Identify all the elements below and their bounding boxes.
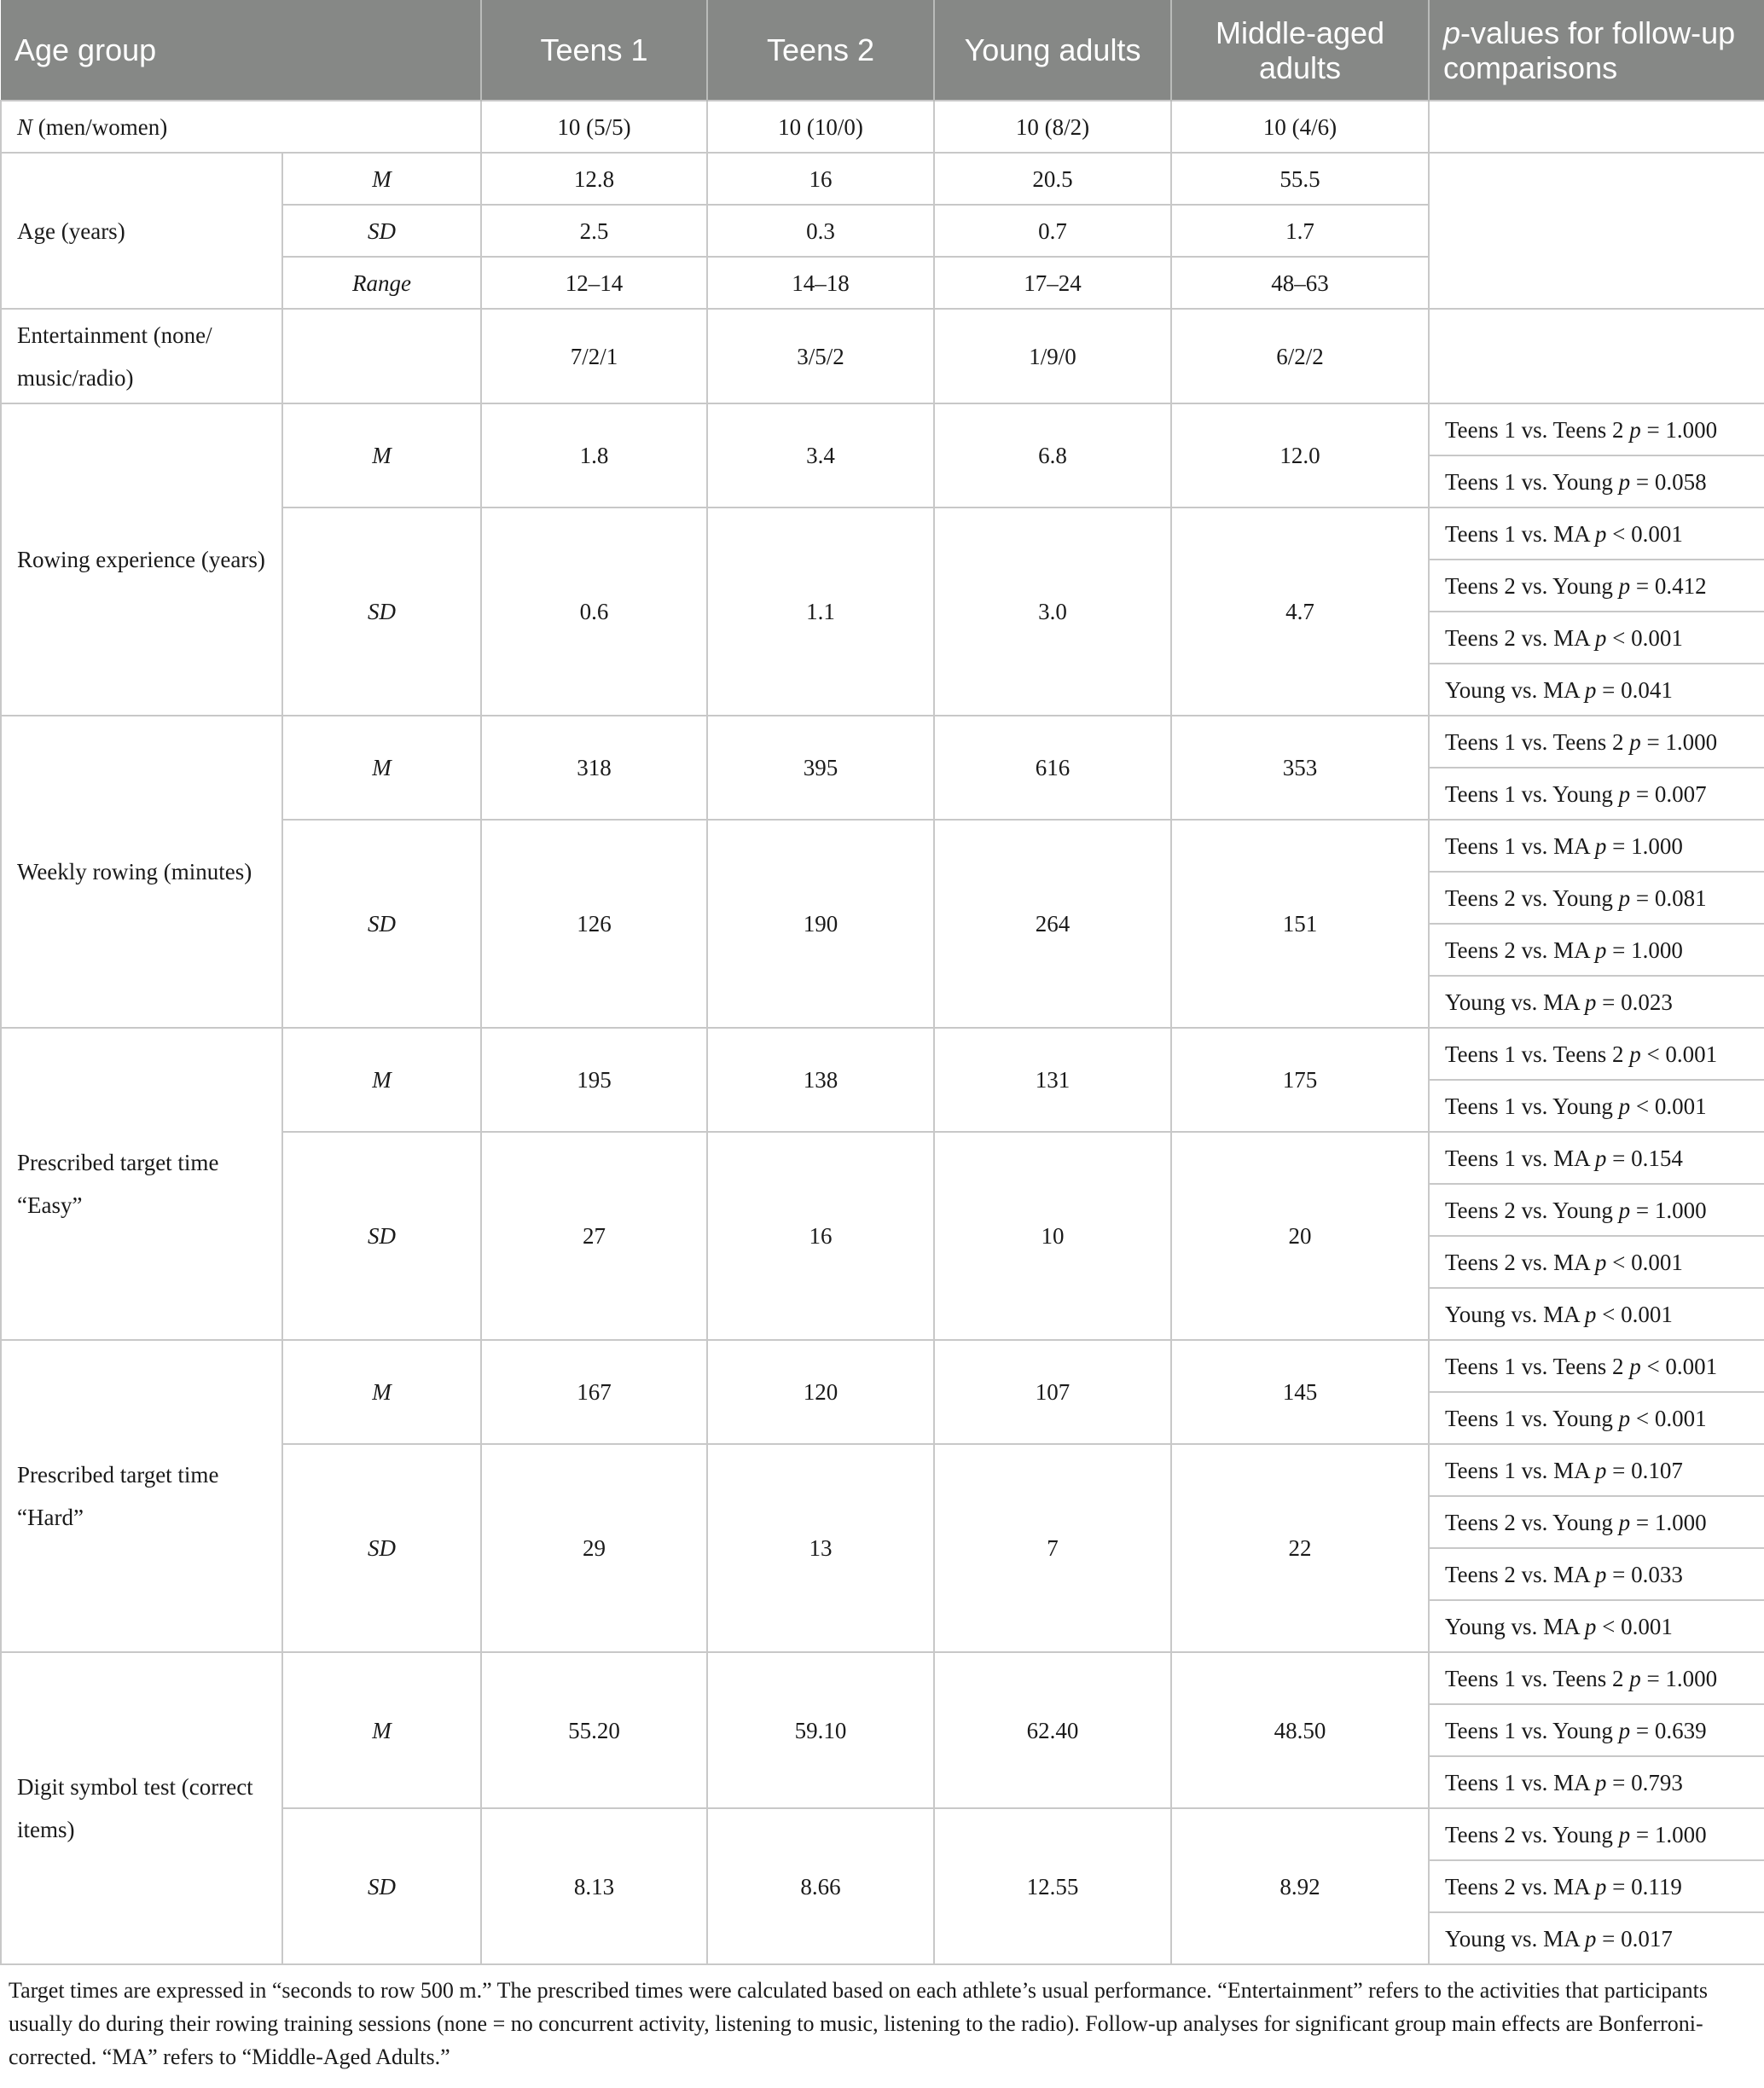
comparison-p: p [1618, 1821, 1631, 1847]
table-cell: 8.92 [1171, 1808, 1429, 1964]
comparison-text: Teens 1 vs. Young [1445, 468, 1619, 495]
comparison-text: Teens 2 vs. Young [1445, 572, 1619, 599]
comparison-cell [1429, 1652, 1764, 1704]
table-cell: 62.40 [934, 1652, 1171, 1808]
comparison-text: Teens 1 vs. Teens 2 [1445, 1665, 1630, 1691]
table-cell: 7/2/1 [481, 309, 707, 403]
table-cell: 10 (4/6) [1171, 101, 1429, 153]
comparison-p: p [1618, 1717, 1631, 1743]
table-footnote: Target times are expressed in “seconds to row 500 m.” The prescribed times were calculated based on each athlete’s usual performance. “Entertainment” refers to the activities that participants usually do during their rowing training sessions (none = no concurrent activity, listening to music, listening to the radio). Follow-up analyses for significant group main effects are Bonferroni-corrected. “MA” refers to “Middle-Aged Adults.” [9, 1978, 1708, 2069]
stat-label: M [282, 403, 481, 508]
table-cell: 1.1 [707, 508, 934, 716]
header-teens-1: Teens 1 [481, 0, 707, 101]
table-row [1, 716, 1764, 768]
comparison-cell [1429, 716, 1764, 768]
comparison-text: Teens 1 vs. Teens 2 [1445, 416, 1630, 443]
table-row [1, 1652, 1764, 1704]
table-cell-empty [1429, 309, 1764, 403]
comparison-text: Teens 1 vs. Young [1445, 1717, 1619, 1743]
stat-label: M [282, 1652, 481, 1808]
table-cell: 190 [707, 820, 934, 1028]
n-italic: N [17, 113, 33, 140]
table-cell: 195 [481, 1028, 707, 1132]
table-cell: 0.6 [481, 508, 707, 716]
table-cell: 10 [934, 1132, 1171, 1340]
row-label-block: Digit symbol test (correct items) [1, 1652, 282, 1964]
comparison-value: = 0.639 [1630, 1717, 1707, 1743]
comparison-cell [1429, 1392, 1764, 1444]
comparison-p: p [1629, 728, 1641, 755]
table-cell: 7 [934, 1444, 1171, 1652]
comparison-value: = 1.000 [1640, 1665, 1718, 1691]
table-cell: 353 [1171, 716, 1429, 820]
comparison-value: = 1.000 [1630, 1509, 1707, 1535]
table-cell: 120 [707, 1340, 934, 1444]
comparison-cell [1429, 1184, 1764, 1236]
comparison-text: Young vs. MA [1445, 1613, 1585, 1639]
comparison-cell [1429, 664, 1764, 716]
table-cell: 16 [707, 153, 934, 205]
table-cell: 10 (5/5) [481, 101, 707, 153]
table-row [1, 1340, 1764, 1392]
row-label-block: Prescribed target time “Easy” [1, 1028, 282, 1340]
comparison-text: Teens 2 vs. Young [1445, 884, 1619, 911]
table-cell: 12.8 [481, 153, 707, 205]
table-cell: 3/5/2 [707, 309, 934, 403]
table-cell: 3.4 [707, 403, 934, 508]
comparison-p: p [1584, 1613, 1597, 1639]
table-cell: 131 [934, 1028, 1171, 1132]
comparison-cell [1429, 1028, 1764, 1080]
comparison-text: Teens 1 vs. MA [1445, 1457, 1595, 1483]
comparison-value: = 1.000 [1630, 1821, 1707, 1847]
comparison-value: = 1.000 [1630, 1197, 1707, 1223]
table-cell: 138 [707, 1028, 934, 1132]
comparison-value: = 1.000 [1640, 416, 1718, 443]
table-cell: 6/2/2 [1171, 309, 1429, 403]
row-label-block: Rowing experience (years) [1, 403, 282, 716]
table-cell: 59.10 [707, 1652, 934, 1808]
comparison-value: = 0.007 [1630, 780, 1707, 807]
table-cell: 8.66 [707, 1808, 934, 1964]
table-cell: 13 [707, 1444, 934, 1652]
comparison-p: p [1594, 520, 1607, 547]
comparison-value: = 0.119 [1606, 1873, 1682, 1900]
table-cell: 395 [707, 716, 934, 820]
comparison-value: < 0.001 [1596, 1301, 1673, 1327]
table-cell: 16 [707, 1132, 934, 1340]
comparison-text: Teens 2 vs. MA [1445, 1873, 1595, 1900]
stat-label: SD [282, 205, 481, 257]
comparison-text: Teens 2 vs. MA [1445, 1561, 1595, 1587]
comparison-p: p [1584, 989, 1597, 1015]
comparison-cell [1429, 612, 1764, 664]
comparison-value: = 1.000 [1640, 728, 1718, 755]
header-age-group: Age group [1, 0, 481, 101]
comparison-value: = 0.041 [1596, 676, 1673, 703]
comparison-text: Teens 2 vs. Young [1445, 1509, 1619, 1535]
comparison-text: Teens 1 vs. Teens 2 [1445, 728, 1630, 755]
comparison-cell [1429, 1860, 1764, 1912]
comparison-value: < 0.001 [1596, 1613, 1673, 1639]
table-cell: 107 [934, 1340, 1171, 1444]
comparison-value: = 0.793 [1606, 1769, 1683, 1795]
comparison-p: p [1594, 1145, 1607, 1171]
table-cell-empty [1429, 153, 1764, 309]
table-cell: 318 [481, 716, 707, 820]
comparison-text: Teens 1 vs. MA [1445, 1769, 1595, 1795]
table-body [1, 101, 1764, 1964]
comparison-cell [1429, 455, 1764, 508]
comparison-p: p [1618, 884, 1631, 911]
comparison-cell [1429, 1340, 1764, 1392]
table-row [1, 101, 1764, 153]
comparison-value: = 0.154 [1606, 1145, 1683, 1171]
table-cell: 1/9/0 [934, 309, 1171, 403]
table-cell: 1.8 [481, 403, 707, 508]
comparison-value: < 0.001 [1630, 1405, 1707, 1431]
stat-label: M [282, 1028, 481, 1132]
table-cell: 14–18 [707, 257, 934, 309]
table-cell: 616 [934, 716, 1171, 820]
comparison-cell [1429, 1704, 1764, 1756]
comparison-p: p [1594, 1249, 1607, 1275]
comparison-value: = 0.017 [1596, 1925, 1673, 1952]
table-cell: 27 [481, 1132, 707, 1340]
header-teens-2: Teens 2 [707, 0, 934, 101]
comparison-p: p [1594, 1873, 1607, 1900]
comparison-p: p [1594, 937, 1607, 963]
comparison-p: p [1629, 1041, 1641, 1067]
comparison-p: p [1584, 1301, 1597, 1327]
comparison-cell [1429, 560, 1764, 612]
table-cell: 3.0 [934, 508, 1171, 716]
table-row [1, 309, 1764, 403]
comparison-p: p [1594, 624, 1607, 651]
table-cell: 8.13 [481, 1808, 707, 1964]
table-cell: 12.55 [934, 1808, 1171, 1964]
comparison-cell [1429, 1132, 1764, 1184]
table-row [1, 403, 1764, 455]
comparison-value: = 1.000 [1606, 937, 1683, 963]
stat-label: SD [282, 508, 481, 716]
comparison-text: Teens 1 vs. Teens 2 [1445, 1353, 1630, 1379]
table-row [1, 153, 1764, 205]
stat-label: SD [282, 1132, 481, 1340]
table-cell: 167 [481, 1340, 707, 1444]
comparison-text: Teens 2 vs. Young [1445, 1821, 1619, 1847]
comparison-p: p [1618, 572, 1631, 599]
comparison-text: Teens 1 vs. Young [1445, 780, 1619, 807]
comparison-text: Teens 2 vs. MA [1445, 1249, 1595, 1275]
comparison-value: = 0.058 [1630, 468, 1707, 495]
comparison-cell [1429, 1600, 1764, 1652]
comparison-text: Young vs. MA [1445, 676, 1585, 703]
comparison-cell [1429, 1912, 1764, 1964]
table-cell: 264 [934, 820, 1171, 1028]
table-cell: 20 [1171, 1132, 1429, 1340]
header-p-italic: p [1443, 14, 1461, 50]
comparison-p: p [1584, 676, 1597, 703]
comparison-value: = 1.000 [1606, 832, 1683, 859]
comparison-p: p [1629, 1665, 1641, 1691]
table-cell: 55.20 [481, 1652, 707, 1808]
table-cell: 29 [481, 1444, 707, 1652]
comparison-value: = 0.107 [1606, 1457, 1683, 1483]
stat-label: SD [282, 820, 481, 1028]
comparison-value: < 0.001 [1640, 1353, 1718, 1379]
stat-label: M [282, 1340, 481, 1444]
comparison-cell [1429, 872, 1764, 924]
stat-label: SD [282, 1808, 481, 1964]
header-p-values [1429, 0, 1764, 101]
table-cell-empty [282, 309, 481, 403]
comparison-p: p [1594, 1561, 1607, 1587]
table-cell: 48.50 [1171, 1652, 1429, 1808]
table-cell: 22 [1171, 1444, 1429, 1652]
comparison-text: Teens 1 vs. Young [1445, 1405, 1619, 1431]
row-label-entertainment: Entertainment (none/ music/radio) [1, 309, 282, 403]
table-cell: 12.0 [1171, 403, 1429, 508]
comparison-p: p [1629, 416, 1641, 443]
header-young-adults: Young adults [934, 0, 1171, 101]
comparison-value: < 0.001 [1630, 1093, 1707, 1119]
table-header [1, 0, 1764, 101]
row-label-age: Age (years) [1, 153, 282, 309]
comparison-p: p [1618, 780, 1631, 807]
comparison-text: Teens 2 vs. MA [1445, 937, 1595, 963]
table-cell: 145 [1171, 1340, 1429, 1444]
comparison-value: = 0.412 [1630, 572, 1707, 599]
table-cell: 20.5 [934, 153, 1171, 205]
comparison-value: < 0.001 [1640, 1041, 1718, 1067]
stat-label: M [282, 153, 481, 205]
comparison-text: Teens 1 vs. Young [1445, 1093, 1619, 1119]
table-cell: 0.7 [934, 205, 1171, 257]
comparison-p: p [1594, 1457, 1607, 1483]
table-cell: 126 [481, 820, 707, 1028]
comparison-text: Teens 2 vs. Young [1445, 1197, 1619, 1223]
comparison-text: Teens 1 vs. Teens 2 [1445, 1041, 1630, 1067]
comparison-cell [1429, 403, 1764, 455]
table-cell: 10 (10/0) [707, 101, 934, 153]
table-cell: 175 [1171, 1028, 1429, 1132]
table-row [1, 1028, 1764, 1080]
comparison-cell [1429, 1444, 1764, 1496]
comparison-text: Teens 1 vs. MA [1445, 832, 1595, 859]
comparison-text: Young vs. MA [1445, 1301, 1585, 1327]
table-cell: 17–24 [934, 257, 1171, 309]
comparison-cell [1429, 1756, 1764, 1808]
comparison-value: = 0.033 [1606, 1561, 1683, 1587]
table-cell: 4.7 [1171, 508, 1429, 716]
comparison-cell [1429, 976, 1764, 1028]
table-cell: 55.5 [1171, 153, 1429, 205]
comparison-cell [1429, 1080, 1764, 1132]
comparison-p: p [1618, 468, 1631, 495]
comparison-text: Teens 2 vs. MA [1445, 624, 1595, 651]
comparison-p: p [1629, 1353, 1641, 1379]
comparison-cell [1429, 1288, 1764, 1340]
table-cell-empty [1429, 101, 1764, 153]
comparison-value: < 0.001 [1606, 624, 1683, 651]
table-cell: 151 [1171, 820, 1429, 1028]
comparison-p: p [1618, 1197, 1631, 1223]
row-label-block: Weekly rowing (minutes) [1, 716, 282, 1028]
comparison-value: < 0.001 [1606, 1249, 1683, 1275]
header-middle-aged-adults: Middle-aged adults [1171, 0, 1429, 101]
row-label-n [1, 101, 481, 153]
table-cell: 1.7 [1171, 205, 1429, 257]
table-cell: 2.5 [481, 205, 707, 257]
table-cell: 6.8 [934, 403, 1171, 508]
stat-label: M [282, 716, 481, 820]
comparison-value: < 0.001 [1606, 520, 1683, 547]
comparison-cell [1429, 1808, 1764, 1860]
comparison-p: p [1594, 1769, 1607, 1795]
table-cell: 12–14 [481, 257, 707, 309]
comparison-cell [1429, 1236, 1764, 1288]
comparison-text: Teens 1 vs. MA [1445, 1145, 1595, 1171]
comparison-value: = 0.023 [1596, 989, 1673, 1015]
comparison-text: Teens 1 vs. MA [1445, 520, 1595, 547]
table-cell: 0.3 [707, 205, 934, 257]
comparison-cell [1429, 508, 1764, 560]
stat-label: SD [282, 1444, 481, 1652]
comparison-p: p [1618, 1509, 1631, 1535]
header-p-rest: -values for follow-up comparisons [1443, 14, 1736, 85]
comparison-value: = 0.081 [1630, 884, 1707, 911]
comparison-p: p [1584, 1925, 1597, 1952]
n-rest: (men/women) [32, 113, 168, 140]
comparison-cell [1429, 1548, 1764, 1600]
comparison-cell [1429, 924, 1764, 976]
comparison-p: p [1594, 832, 1607, 859]
stat-label: Range [282, 257, 481, 309]
comparison-p: p [1618, 1093, 1631, 1119]
comparison-cell [1429, 768, 1764, 820]
comparison-text: Young vs. MA [1445, 1925, 1585, 1952]
comparison-cell [1429, 1496, 1764, 1548]
comparison-text: Young vs. MA [1445, 989, 1585, 1015]
comparison-p: p [1618, 1405, 1631, 1431]
row-label-block: Prescribed target time “Hard” [1, 1340, 282, 1652]
comparison-cell [1429, 820, 1764, 872]
table-cell: 48–63 [1171, 257, 1429, 309]
table-cell: 10 (8/2) [934, 101, 1171, 153]
